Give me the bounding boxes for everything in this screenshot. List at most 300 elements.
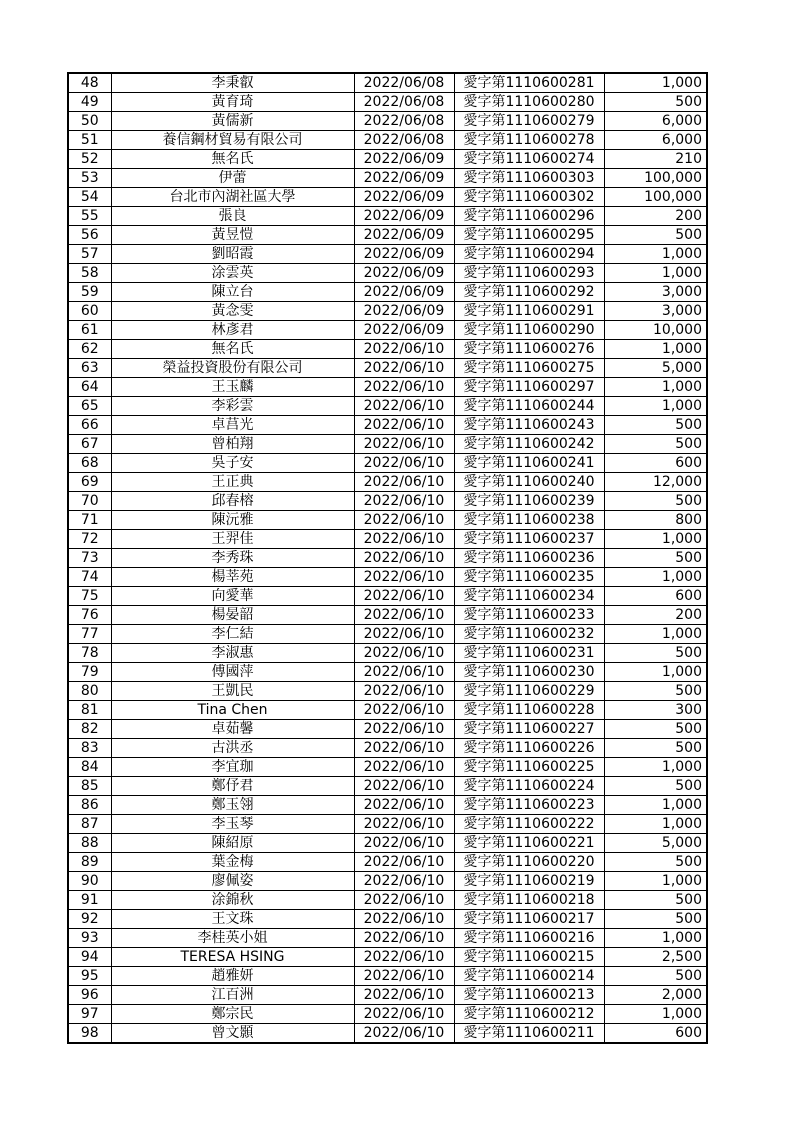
donation-amount: 500 — [604, 492, 707, 511]
receipt-number: 愛字第1110600293 — [454, 264, 604, 283]
donor-name: 涂錦秋 — [111, 891, 354, 910]
row-number: 83 — [68, 739, 111, 758]
row-number: 59 — [68, 283, 111, 302]
table-row — [68, 416, 707, 435]
donor-name: 曾文顥 — [111, 1024, 354, 1044]
donation-date: 2022/06/09 — [354, 226, 454, 245]
table-row — [68, 207, 707, 226]
table-row — [68, 397, 707, 416]
donation-date: 2022/06/09 — [354, 188, 454, 207]
row-number: 61 — [68, 321, 111, 340]
row-number: 77 — [68, 625, 111, 644]
row-number: 65 — [68, 397, 111, 416]
donation-amount: 1,000 — [604, 245, 707, 264]
table-row — [68, 226, 707, 245]
table-row — [68, 530, 707, 549]
donation-amount: 10,000 — [604, 321, 707, 340]
table-row — [68, 359, 707, 378]
receipt-number: 愛字第1110600275 — [454, 359, 604, 378]
donation-date: 2022/06/09 — [354, 169, 454, 188]
donor-name: 鄭玉翎 — [111, 796, 354, 815]
donation-amount: 3,000 — [604, 302, 707, 321]
table-row — [68, 1005, 707, 1024]
donation-amount: 600 — [604, 1024, 707, 1044]
table-row — [68, 340, 707, 359]
row-number: 71 — [68, 511, 111, 530]
donation-amount: 1,000 — [604, 530, 707, 549]
row-number: 53 — [68, 169, 111, 188]
row-number: 87 — [68, 815, 111, 834]
donation-date: 2022/06/10 — [354, 397, 454, 416]
table-row — [68, 131, 707, 150]
donation-amount: 1,000 — [604, 1005, 707, 1024]
table-row — [68, 264, 707, 283]
table-row — [68, 644, 707, 663]
donation-date: 2022/06/10 — [354, 967, 454, 986]
donation-date: 2022/06/10 — [354, 492, 454, 511]
table-row — [68, 549, 707, 568]
donation-amount: 1,000 — [604, 625, 707, 644]
row-number: 91 — [68, 891, 111, 910]
row-number: 74 — [68, 568, 111, 587]
table-row — [68, 435, 707, 454]
donation-amount: 500 — [604, 644, 707, 663]
donation-amount: 500 — [604, 720, 707, 739]
donation-amount: 6,000 — [604, 131, 707, 150]
donor-name: 林彥君 — [111, 321, 354, 340]
donation-amount: 500 — [604, 416, 707, 435]
table-row — [68, 473, 707, 492]
donor-name: 李玉琴 — [111, 815, 354, 834]
table-row — [68, 93, 707, 112]
table-row — [68, 853, 707, 872]
row-number: 69 — [68, 473, 111, 492]
donation-amount: 500 — [604, 910, 707, 929]
row-number: 68 — [68, 454, 111, 473]
donor-name: 黃育琦 — [111, 93, 354, 112]
receipt-number: 愛字第1110600219 — [454, 872, 604, 891]
row-number: 50 — [68, 112, 111, 131]
row-number: 84 — [68, 758, 111, 777]
row-number: 67 — [68, 435, 111, 454]
table-row — [68, 245, 707, 264]
donation-date: 2022/06/10 — [354, 359, 454, 378]
table-row — [68, 682, 707, 701]
row-number: 75 — [68, 587, 111, 606]
row-number: 88 — [68, 834, 111, 853]
donor-name: 無名氏 — [111, 340, 354, 359]
donor-name: 王文珠 — [111, 910, 354, 929]
donation-amount: 2,500 — [604, 948, 707, 967]
row-number: 82 — [68, 720, 111, 739]
receipt-number: 愛字第1110600281 — [454, 73, 604, 93]
row-number: 63 — [68, 359, 111, 378]
donor-name: 卓茹馨 — [111, 720, 354, 739]
table-row — [68, 568, 707, 587]
donation-date: 2022/06/10 — [354, 853, 454, 872]
row-number: 79 — [68, 663, 111, 682]
row-number: 96 — [68, 986, 111, 1005]
receipt-number: 愛字第1110600242 — [454, 435, 604, 454]
receipt-number: 愛字第1110600233 — [454, 606, 604, 625]
donation-amount: 500 — [604, 549, 707, 568]
donation-amount: 1,000 — [604, 73, 707, 93]
receipt-number: 愛字第1110600244 — [454, 397, 604, 416]
donor-name: 邱春榕 — [111, 492, 354, 511]
receipt-number: 愛字第1110600276 — [454, 340, 604, 359]
donation-amount: 500 — [604, 226, 707, 245]
row-number: 48 — [68, 73, 111, 93]
donor-name: Tina Chen — [111, 701, 354, 720]
donation-amount: 600 — [604, 587, 707, 606]
receipt-number: 愛字第1110600274 — [454, 150, 604, 169]
donation-amount: 3,000 — [604, 283, 707, 302]
donor-name: 劉昭霞 — [111, 245, 354, 264]
table-row — [68, 910, 707, 929]
receipt-number: 愛字第1110600278 — [454, 131, 604, 150]
donation-amount: 500 — [604, 967, 707, 986]
donation-date: 2022/06/10 — [354, 644, 454, 663]
row-number: 64 — [68, 378, 111, 397]
donor-name: 楊莘苑 — [111, 568, 354, 587]
donor-name: 葉金梅 — [111, 853, 354, 872]
donation-amount: 500 — [604, 435, 707, 454]
donation-amount: 500 — [604, 777, 707, 796]
row-number: 86 — [68, 796, 111, 815]
donor-name: 黃念雯 — [111, 302, 354, 321]
donation-date: 2022/06/10 — [354, 929, 454, 948]
donation-date: 2022/06/10 — [354, 834, 454, 853]
table-row — [68, 454, 707, 473]
receipt-number: 愛字第1110600302 — [454, 188, 604, 207]
donation-date: 2022/06/10 — [354, 378, 454, 397]
donation-amount: 600 — [604, 454, 707, 473]
receipt-number: 愛字第1110600212 — [454, 1005, 604, 1024]
donor-name: 廖佩姿 — [111, 872, 354, 891]
table-row — [68, 986, 707, 1005]
donor-name: 李桂英小姐 — [111, 929, 354, 948]
table-row — [68, 834, 707, 853]
donation-date: 2022/06/10 — [354, 986, 454, 1005]
donation-date: 2022/06/10 — [354, 815, 454, 834]
table-row — [68, 948, 707, 967]
receipt-number: 愛字第1110600229 — [454, 682, 604, 701]
donor-name: 吳子安 — [111, 454, 354, 473]
donation-amount: 800 — [604, 511, 707, 530]
receipt-number: 愛字第1110600221 — [454, 834, 604, 853]
donation-amount: 5,000 — [604, 359, 707, 378]
donation-amount: 200 — [604, 606, 707, 625]
receipt-number: 愛字第1110600240 — [454, 473, 604, 492]
receipt-number: 愛字第1110600237 — [454, 530, 604, 549]
donation-amount: 200 — [604, 207, 707, 226]
donation-date: 2022/06/10 — [354, 1005, 454, 1024]
donation-amount: 100,000 — [604, 169, 707, 188]
row-number: 98 — [68, 1024, 111, 1044]
table-row — [68, 169, 707, 188]
receipt-number: 愛字第1110600239 — [454, 492, 604, 511]
donation-date: 2022/06/10 — [354, 435, 454, 454]
receipt-number: 愛字第1110600226 — [454, 739, 604, 758]
row-number: 76 — [68, 606, 111, 625]
donation-date: 2022/06/10 — [354, 340, 454, 359]
row-number: 54 — [68, 188, 111, 207]
donation-amount: 1,000 — [604, 663, 707, 682]
donor-name: 王凱民 — [111, 682, 354, 701]
donation-amount: 500 — [604, 891, 707, 910]
donation-amount: 1,000 — [604, 796, 707, 815]
table-row — [68, 720, 707, 739]
row-number: 92 — [68, 910, 111, 929]
donation-date: 2022/06/09 — [354, 321, 454, 340]
donation-date: 2022/06/09 — [354, 302, 454, 321]
donation-date: 2022/06/09 — [354, 207, 454, 226]
table-row — [68, 492, 707, 511]
donor-name: 向愛華 — [111, 587, 354, 606]
donation-date: 2022/06/08 — [354, 93, 454, 112]
donation-date: 2022/06/10 — [354, 701, 454, 720]
table-row — [68, 701, 707, 720]
donor-name: 伊蕾 — [111, 169, 354, 188]
receipt-number: 愛字第1110600222 — [454, 815, 604, 834]
receipt-number: 愛字第1110600216 — [454, 929, 604, 948]
table-row — [68, 188, 707, 207]
receipt-number: 愛字第1110600224 — [454, 777, 604, 796]
donor-name: 李秉叡 — [111, 73, 354, 93]
table-row — [68, 967, 707, 986]
donor-name: 台北市內湖社區大學 — [111, 188, 354, 207]
donation-date: 2022/06/10 — [354, 891, 454, 910]
donation-amount: 500 — [604, 853, 707, 872]
row-number: 52 — [68, 150, 111, 169]
donation-date: 2022/06/09 — [354, 283, 454, 302]
receipt-number: 愛字第1110600241 — [454, 454, 604, 473]
receipt-number: 愛字第1110600279 — [454, 112, 604, 131]
row-number: 90 — [68, 872, 111, 891]
receipt-number: 愛字第1110600214 — [454, 967, 604, 986]
donation-amount: 1,000 — [604, 340, 707, 359]
donation-date: 2022/06/10 — [354, 739, 454, 758]
receipt-number: 愛字第1110600220 — [454, 853, 604, 872]
row-number: 78 — [68, 644, 111, 663]
donation-amount: 1,000 — [604, 264, 707, 283]
donation-date: 2022/06/10 — [354, 720, 454, 739]
table-row — [68, 150, 707, 169]
donation-date: 2022/06/10 — [354, 511, 454, 530]
donation-amount: 1,000 — [604, 397, 707, 416]
donation-amount: 12,000 — [604, 473, 707, 492]
table-row — [68, 796, 707, 815]
donation-date: 2022/06/10 — [354, 473, 454, 492]
donor-name: 黃儒新 — [111, 112, 354, 131]
table-row — [68, 739, 707, 758]
receipt-number: 愛字第1110600290 — [454, 321, 604, 340]
donation-date: 2022/06/09 — [354, 264, 454, 283]
row-number: 72 — [68, 530, 111, 549]
donation-date: 2022/06/10 — [354, 796, 454, 815]
table-row — [68, 302, 707, 321]
table-row — [68, 815, 707, 834]
donation-date: 2022/06/10 — [354, 416, 454, 435]
table-row — [68, 663, 707, 682]
donation-date: 2022/06/10 — [354, 530, 454, 549]
row-number: 95 — [68, 967, 111, 986]
receipt-number: 愛字第1110600217 — [454, 910, 604, 929]
donation-date: 2022/06/08 — [354, 73, 454, 93]
table-row — [68, 872, 707, 891]
row-number: 66 — [68, 416, 111, 435]
donor-name: 無名氏 — [111, 150, 354, 169]
receipt-number: 愛字第1110600280 — [454, 93, 604, 112]
donor-name: 陳立台 — [111, 283, 354, 302]
donor-name: 黃昱愷 — [111, 226, 354, 245]
donation-amount: 1,000 — [604, 815, 707, 834]
donation-amount: 1,000 — [604, 568, 707, 587]
table-row — [68, 929, 707, 948]
receipt-number: 愛字第1110600294 — [454, 245, 604, 264]
donation-amount: 300 — [604, 701, 707, 720]
receipt-number: 愛字第1110600230 — [454, 663, 604, 682]
donor-name: 曾柏翔 — [111, 435, 354, 454]
donation-amount: 5,000 — [604, 834, 707, 853]
donation-date: 2022/06/10 — [354, 549, 454, 568]
donor-name: 李秀珠 — [111, 549, 354, 568]
table-row — [68, 777, 707, 796]
donor-name: 古洪丞 — [111, 739, 354, 758]
donation-date: 2022/06/10 — [354, 777, 454, 796]
donation-date: 2022/06/10 — [354, 625, 454, 644]
row-number: 62 — [68, 340, 111, 359]
row-number: 80 — [68, 682, 111, 701]
donation-amount: 1,000 — [604, 929, 707, 948]
donor-name: 鄭伃君 — [111, 777, 354, 796]
receipt-number: 愛字第1110600232 — [454, 625, 604, 644]
donor-name: 李淑惠 — [111, 644, 354, 663]
receipt-number: 愛字第1110600236 — [454, 549, 604, 568]
donor-name: 李宜珈 — [111, 758, 354, 777]
row-number: 51 — [68, 131, 111, 150]
donation-amount: 6,000 — [604, 112, 707, 131]
donor-name: 陳沅雅 — [111, 511, 354, 530]
row-number: 85 — [68, 777, 111, 796]
row-number: 55 — [68, 207, 111, 226]
donation-date: 2022/06/10 — [354, 606, 454, 625]
donor-name: 李彩雲 — [111, 397, 354, 416]
row-number: 89 — [68, 853, 111, 872]
receipt-number: 愛字第1110600238 — [454, 511, 604, 530]
row-number: 49 — [68, 93, 111, 112]
donation-date: 2022/06/10 — [354, 587, 454, 606]
table-row — [68, 321, 707, 340]
donor-name: 李仁結 — [111, 625, 354, 644]
donor-name: 涂雲英 — [111, 264, 354, 283]
table-row — [68, 511, 707, 530]
receipt-number: 愛字第1110600292 — [454, 283, 604, 302]
receipt-number: 愛字第1110600291 — [454, 302, 604, 321]
donation-amount: 500 — [604, 93, 707, 112]
table-row — [68, 891, 707, 910]
donation-date: 2022/06/09 — [354, 150, 454, 169]
donation-date: 2022/06/08 — [354, 112, 454, 131]
donation-date: 2022/06/10 — [354, 663, 454, 682]
donor-name: 趙雅妍 — [111, 967, 354, 986]
donation-amount: 1,000 — [604, 758, 707, 777]
row-number: 60 — [68, 302, 111, 321]
receipt-number: 愛字第1110600243 — [454, 416, 604, 435]
receipt-number: 愛字第1110600303 — [454, 169, 604, 188]
donation-date: 2022/06/10 — [354, 1024, 454, 1044]
receipt-number: 愛字第1110600297 — [454, 378, 604, 397]
table-row — [68, 112, 707, 131]
donor-name: 楊晏韶 — [111, 606, 354, 625]
table-row — [68, 1024, 707, 1044]
donor-name: 卓莒光 — [111, 416, 354, 435]
table-row — [68, 625, 707, 644]
receipt-number: 愛字第1110600215 — [454, 948, 604, 967]
row-number: 73 — [68, 549, 111, 568]
row-number: 56 — [68, 226, 111, 245]
donation-table — [67, 72, 708, 1044]
donation-amount: 2,000 — [604, 986, 707, 1005]
row-number: 57 — [68, 245, 111, 264]
donation-amount: 210 — [604, 150, 707, 169]
donation-date: 2022/06/10 — [354, 872, 454, 891]
donation-date: 2022/06/10 — [354, 758, 454, 777]
receipt-number: 愛字第1110600225 — [454, 758, 604, 777]
table-row — [68, 606, 707, 625]
donation-amount: 100,000 — [604, 188, 707, 207]
donor-name: 陳紹原 — [111, 834, 354, 853]
table-row — [68, 587, 707, 606]
receipt-number: 愛字第1110600296 — [454, 207, 604, 226]
receipt-number: 愛字第1110600211 — [454, 1024, 604, 1044]
table-row — [68, 283, 707, 302]
donation-date: 2022/06/10 — [354, 682, 454, 701]
donation-date: 2022/06/09 — [354, 245, 454, 264]
donation-table-body — [68, 73, 707, 1043]
row-number: 94 — [68, 948, 111, 967]
donor-name: 鄭宗民 — [111, 1005, 354, 1024]
receipt-number: 愛字第1110600231 — [454, 644, 604, 663]
donation-date: 2022/06/08 — [354, 131, 454, 150]
receipt-number: 愛字第1110600235 — [454, 568, 604, 587]
row-number: 58 — [68, 264, 111, 283]
receipt-number: 愛字第1110600223 — [454, 796, 604, 815]
donation-date: 2022/06/10 — [354, 568, 454, 587]
row-number: 70 — [68, 492, 111, 511]
row-number: 81 — [68, 701, 111, 720]
row-number: 97 — [68, 1005, 111, 1024]
donor-name: 江百洲 — [111, 986, 354, 1005]
donor-name: 養信鋼材貿易有限公司 — [111, 131, 354, 150]
donation-amount: 1,000 — [604, 378, 707, 397]
table-row — [68, 73, 707, 93]
donor-name: 傅國萍 — [111, 663, 354, 682]
receipt-number: 愛字第1110600228 — [454, 701, 604, 720]
receipt-number: 愛字第1110600213 — [454, 986, 604, 1005]
donation-amount: 500 — [604, 739, 707, 758]
receipt-number: 愛字第1110600234 — [454, 587, 604, 606]
donor-name: 王正典 — [111, 473, 354, 492]
donation-amount: 1,000 — [604, 872, 707, 891]
donor-name: 王玉麟 — [111, 378, 354, 397]
receipt-number: 愛字第1110600295 — [454, 226, 604, 245]
table-row — [68, 758, 707, 777]
donation-date: 2022/06/10 — [354, 454, 454, 473]
table-row — [68, 378, 707, 397]
donor-name: TERESA HSING — [111, 948, 354, 967]
donation-amount: 500 — [604, 682, 707, 701]
